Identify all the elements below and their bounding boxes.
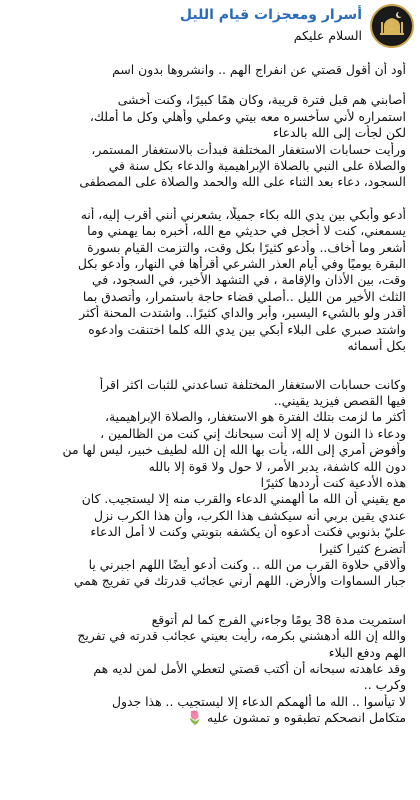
- mosque-night-icon: [372, 6, 412, 46]
- paragraph-adhkar: [8, 377, 406, 590]
- text-line-last: [8, 710, 406, 727]
- text-line: والصلاة على النبي بالصلاة الإبراهيمية والدعاء بكل سنة في: [108, 158, 406, 174]
- channel-name[interactable]: أسرار ومعجزات قيام الليل: [179, 7, 362, 23]
- text-line: أود أن أقول قصتي عن انفراج الهم .. وانشروها بدون اسم: [112, 62, 406, 77]
- tulip-icon: 🌷: [186, 711, 204, 727]
- text-line: وكرب ..: [363, 677, 406, 693]
- last-line-text: متكامل انصحكم تطبقوه و تمشون عليه: [207, 710, 406, 726]
- post-header: [0, 0, 420, 52]
- text-line: دون الله كاشفة، يدبر الأمر، لا حول ولا قوة إلا بالله: [148, 458, 406, 474]
- text-line: أتضرع كثيرا كثيرا: [318, 540, 406, 556]
- paragraph-istighfar: [8, 142, 406, 191]
- text-line: ورأيت حسابات الاستغفار المختلفة فبدأت بالاستغفار المستمر،: [91, 141, 406, 157]
- text-line: وأفوض أمري إلى الله، يأت بها الله إن الله لطيف خبير، ليس لها من: [62, 442, 406, 458]
- text-line: أقدر ولو بالشيء اليسير، وأبر والداي كثيرًا.. واشتدت المحنة أكثر: [79, 305, 406, 321]
- paragraph-relief: [8, 612, 406, 728]
- text-line: ودعاء ذا النون لا إله إلا أنت سبحانك إني كنت من الظالمين ،: [100, 425, 406, 441]
- message-body: [8, 62, 406, 728]
- text-line: أدعو وأبكي بين يدي الله بكاء جميلًا، يشعرني أنني أقرب إليه، أنه: [80, 206, 406, 222]
- text-line: أشعر وما أخاف.. وأدعو كثيرًا بكل وقت، والتزمت القيام بسورة: [87, 239, 406, 255]
- text-line: بكل أسمائه: [347, 338, 406, 354]
- paragraph-dua: [8, 207, 406, 355]
- text-line: جبار السماوات والأرض. اللهم أرني عجائب قدرتك في تفريج همي: [73, 573, 406, 589]
- text-line: هذه الأدعية كنت أرددها كثيرًا: [260, 474, 406, 490]
- text-line: استمريت مدة 38 يومًا وجاءني الفرج كما لم أتوقع: [151, 611, 406, 627]
- text-line: أكثر ما لزمت بتلك الفترة هو الاستغفار، والصلاة الإبراهيمية،: [105, 409, 406, 425]
- text-line: يسمعني، كنت لا أخجل في حديثي مع الله، أخبره بما يهمني وما: [87, 223, 406, 239]
- text-line: لا تيأسوا .. الله ما ألهمكم الدعاء إلا ليستجيب .. هذا جدول: [112, 693, 406, 709]
- text-line: فيها القصص فيزيد يقيني..: [273, 392, 406, 408]
- paragraph-intro: [8, 62, 406, 78]
- text-line: عندي يقين بربي أنه سيكشف هذا الكرب، وأن هذا الكرب نزل: [94, 507, 406, 523]
- text-line: والله إن الله أدهشني بكرمه، رأيت بعيني عجائب قدرته في تفريج: [77, 628, 406, 644]
- text-line: واشتد صبري على البلاء أبكي بين يدي الله كلما اختنقت وادعوه: [88, 321, 406, 337]
- text-line: وقد عاهدته سبحانه أن أكتب قصتي لتعطي الأمل لمن لديه هم: [93, 661, 406, 676]
- text-line: وألاقي حلاوة القرب من الله .. وكنت أدعو أيضًا اللهم اجبرني يا: [88, 556, 406, 572]
- paragraph-problem: [8, 92, 406, 141]
- text-line: عليّ بذنوبي فكنت أدعوه أن يكشفه بتوبتي وكنت لا أمل الدعاء: [90, 524, 406, 540]
- text-line: استمراره لأني سأخسره معه بيتي وعملي وأهلي وكل ما أملك،: [89, 108, 406, 124]
- text-line: الثلث الأخير من الليل ..أصلي قضاء حاجة باستمرار، وأتصدق بما: [82, 288, 406, 304]
- text-line: أصابني هم قبل فترة قريبة، وكان همًا كبيرًا، وكنت أخشى: [117, 92, 406, 108]
- text-line: وكانت حسابات الاستغفار المختلفة تساعدني للثبات اكثر اقرأ: [99, 376, 406, 392]
- text-line: مع يقيني أن الله ما ألهمني الدعاء والقرب منه إلا ليستجيب. كان: [81, 491, 406, 507]
- text-line: لكن لجأت إلى الله بالدعاء: [272, 125, 406, 141]
- text-line: وقت، بين الأذان والإقامة ، في التشهد الأخير، في السجود، في: [91, 272, 406, 288]
- greeting-text: السلام عليكم: [293, 28, 362, 43]
- channel-avatar[interactable]: [370, 4, 414, 48]
- text-line: البقرة يوميًا وفي أيام العذر الشرعي أقرأها في النهار، وأدعو بكل: [77, 256, 406, 272]
- text-line: الهم ودفع البلاء: [328, 644, 406, 660]
- text-line: السجود، دعاء بعد الثناء على الله والحمد والصلاة على المصطفى: [79, 174, 406, 190]
